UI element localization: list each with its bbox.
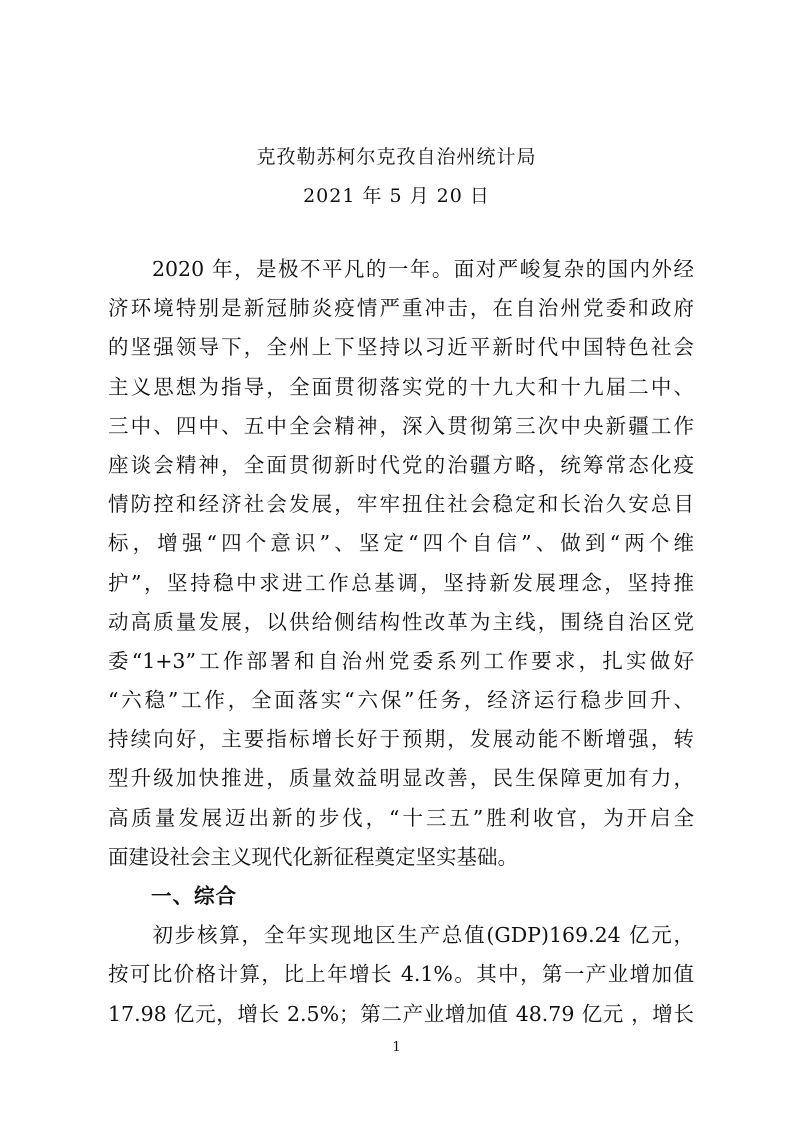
issue-date: 2021 年 5 月 20 日 (303, 185, 490, 207)
section-line: 按可比价格计算，比上年增长 4.1%。其中，第一产业增加值 (108, 962, 694, 987)
intro-line: 情防控和经济社会发展，牢牢扭住社会稳定和长治久安总目 (108, 492, 694, 517)
intro-line: 济环境特别是新冠肺炎疫情严重冲击，在自治州党委和政府 (108, 296, 694, 321)
intro-line: 面建设社会主义现代化新征程奠定坚实基础。 (108, 844, 518, 869)
report-body (108, 250, 694, 1034)
intro-line: 高质量发展迈出新的步伐，“十三五”胜利收官，为开启全 (108, 805, 694, 830)
intro-line: 主义思想为指导，全面贯彻落实党的十九大和十九届二中、 (108, 374, 694, 399)
intro-line: 标，增强“四个意识”、坚定“四个自信”、做到“两个维 (108, 531, 694, 556)
intro-line: 型升级加快推进，质量效益明显改善，民生保障更加有力， (108, 766, 694, 791)
intro-line: 座谈会精神，全面贯彻新时代党的治疆方略，统筹常态化疫 (108, 452, 694, 477)
intro-line: “六稳”工作，全面落实“六保”任务，经济运行稳步回升、 (108, 688, 694, 713)
intro-line: 动高质量发展，以供给侧结构性改革为主线，围绕自治区党 (108, 609, 694, 634)
section-line: 初步核算，全年实现地区生产总值(GDP)169.24 亿元， (108, 923, 694, 948)
intro-line: 持续向好，主要指标增长好于预期，发展动能不断增强，转 (108, 727, 694, 752)
intro-line: 三中、四中、五中全会精神，深入贯彻第三次中央新疆工作 (108, 413, 694, 438)
intro-line: 的坚强领导下，全州上下坚持以习近平新时代中国特色社会 (108, 335, 694, 360)
section-heading: 一、综合 (108, 884, 237, 908)
intro-line: 委“1+3”工作部署和自治州党委系列工作要求，扎实做好 (108, 648, 694, 673)
page-number: 1 (392, 1040, 401, 1055)
section-line: 17.98 亿元，增长 2.5%；第二产业增加值 48.79 亿元 ，增长 (108, 1001, 694, 1026)
intro-line: 2020 年，是极不平凡的一年。面对严峻复杂的国内外经 (108, 257, 694, 281)
issuer-name: 克孜勒苏柯尔克孜自治州统计局 (256, 146, 537, 168)
intro-line: 护”，坚持稳中求进工作总基调，坚持新发展理念，坚持推 (108, 570, 694, 595)
